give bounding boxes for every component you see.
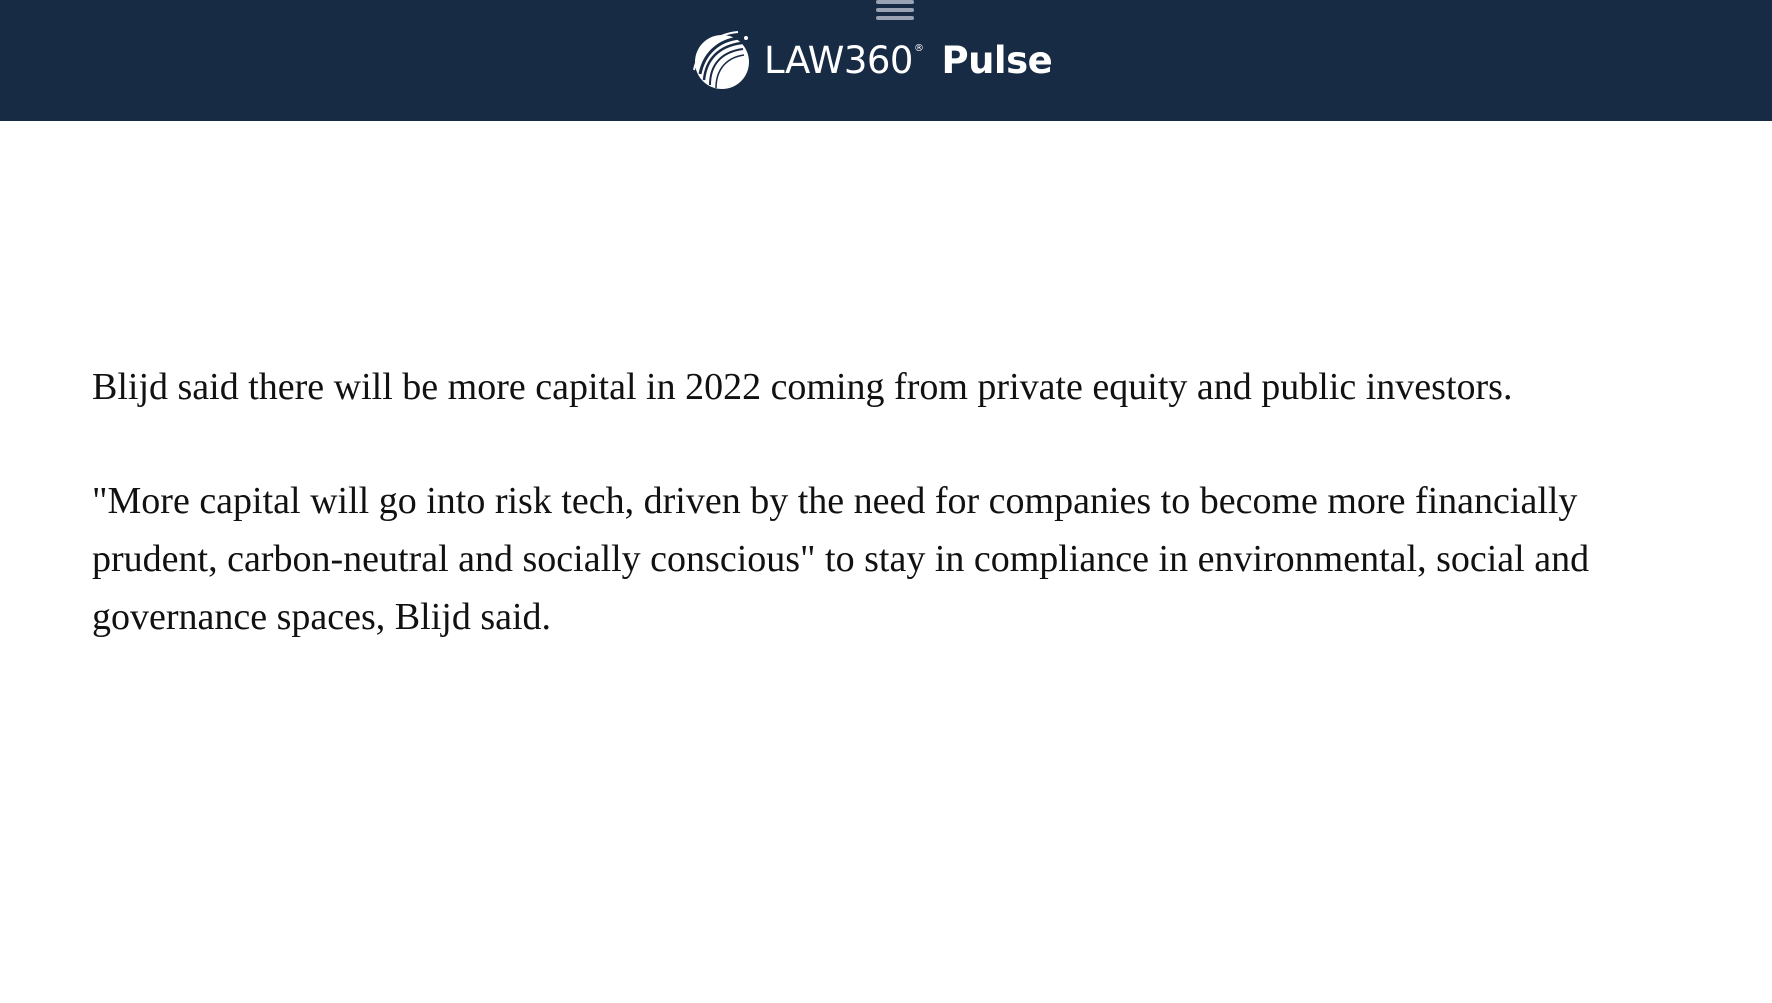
law360-swirl-logo-icon xyxy=(688,28,752,92)
article-paragraph: "More capital will go into risk tech, driven by the need for companies to become more financially prudent, carbon-neutral and socially conscious" to stay in compliance in environmental, social and governance spaces, Blijd said. xyxy=(92,480,1590,638)
menu-bar xyxy=(876,8,914,12)
site-header xyxy=(0,0,1772,121)
article-paragraph: Blijd said there will be more capital in 2022 coming from private equity and public investors. xyxy=(92,366,1513,408)
logo-wordmark xyxy=(764,38,1053,82)
menu-bar xyxy=(876,0,914,4)
logo-product-name: Pulse xyxy=(941,38,1053,82)
site-logo[interactable] xyxy=(688,28,1052,92)
menu-bar xyxy=(876,16,914,20)
article-body xyxy=(92,358,1692,702)
logo-registered-mark: ® xyxy=(913,42,924,54)
hamburger-menu-icon[interactable] xyxy=(876,0,914,22)
logo-brand: LAW360 xyxy=(764,38,913,82)
